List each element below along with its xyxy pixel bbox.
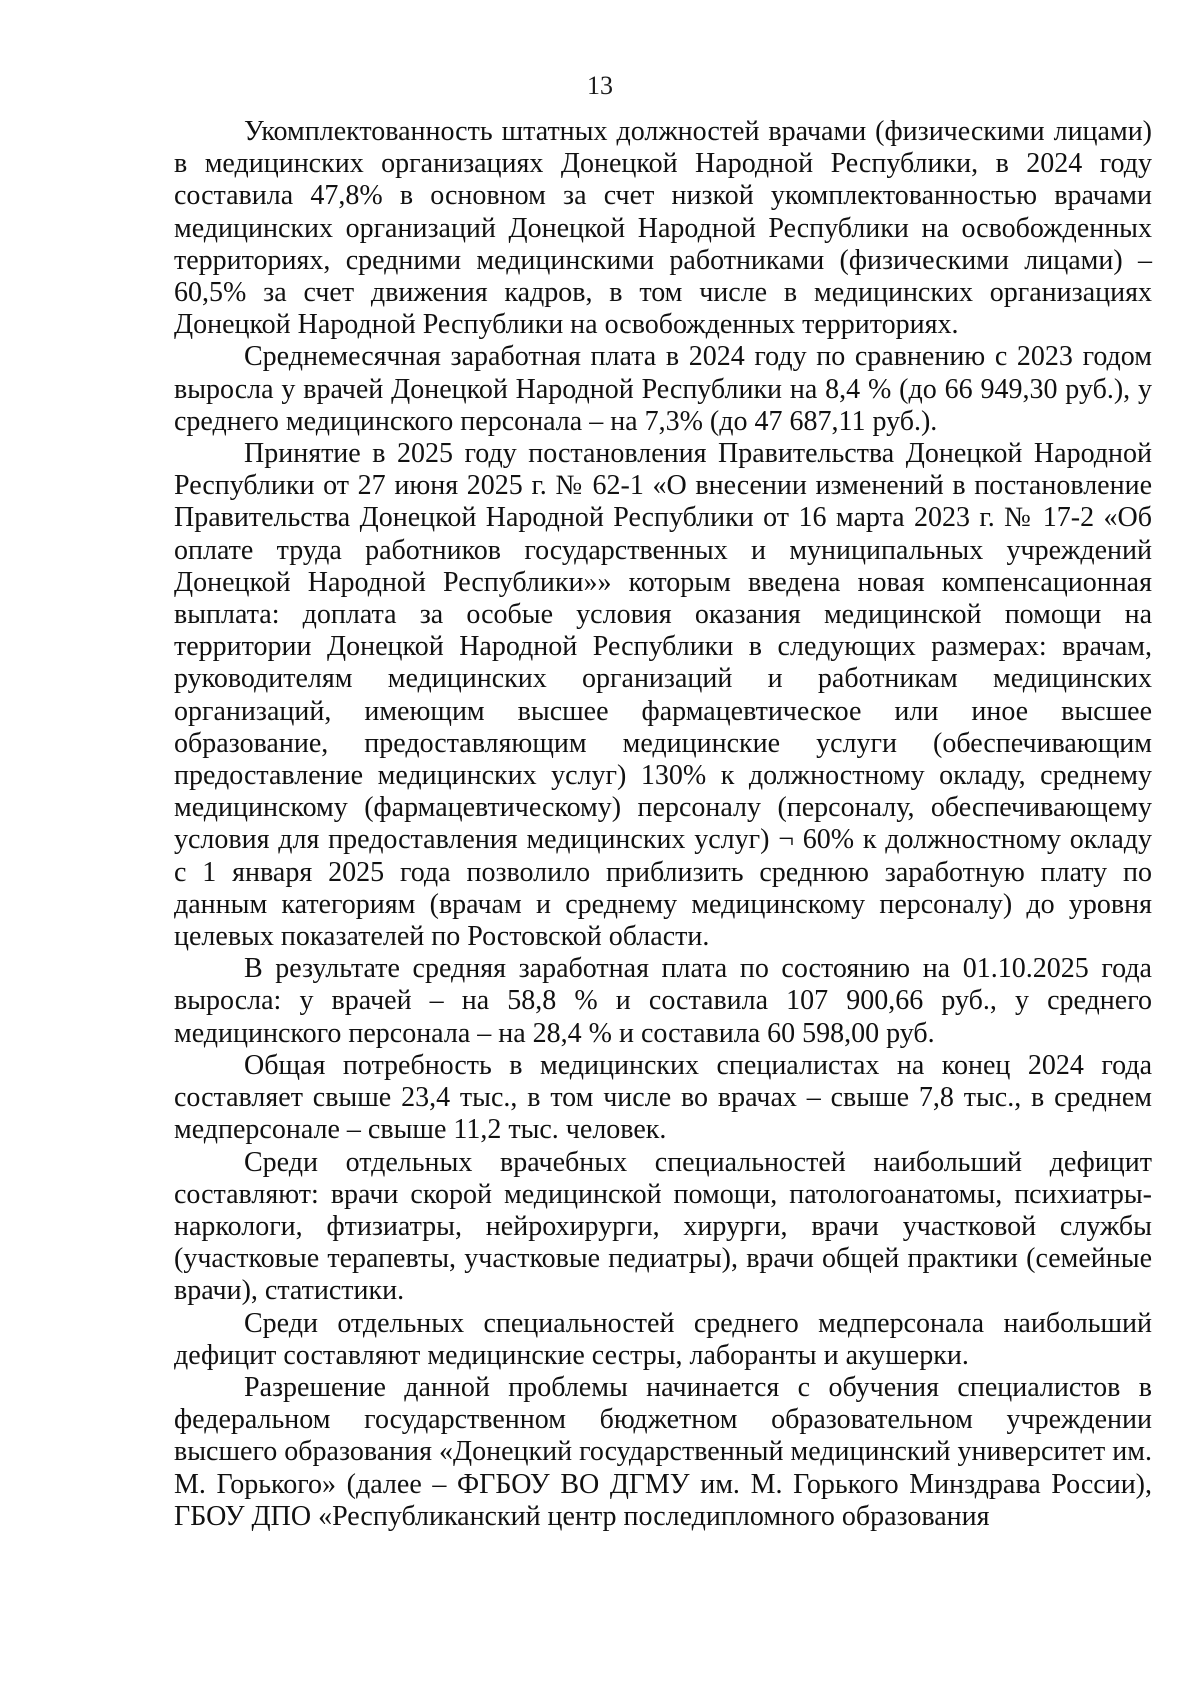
paragraph-staffing: Укомплектованность штатных должностей врачами (физическими лицами) в медицинских организациях Донецкой Народной Республики, в 2024 году составила 47,8% в основном за счет низкой укомплектованностью врачами медицинских организаций Донецкой Народной Республики на освобожденных территориях, средними медицинскими работниками (физическими лицами) – 60,5% за счет движения кадров, в том числе в медицинских организациях Донецкой Народной Республики на освобожденных территориях. <box>174 116 1152 341</box>
paragraph-nurse-shortage: Среди отдельных специальностей среднего медперсонала наибольший дефицит составляют медицинские сестры, лаборанты и акушерки. <box>174 1307 1152 1371</box>
paragraph-doctor-shortage: Среди отдельных врачебных специальностей наибольший дефицит составляют: врачи скорой медицинской помощи, патологоанатомы, психиатры-наркологи, фтизиатры, нейрохирурги, хирурги, врачи участковой службы (участковые терапевты, участковые педиатры), врачи общей практики (семейные врачи), статистики. <box>174 1146 1152 1307</box>
page-number: 13 <box>587 71 613 100</box>
paragraph-total-demand: Общая потребность в медицинских специалистах на конец 2024 года составляет свыше 23,4 тыс., в том числе во врачах – свыше 7,8 тыс., в среднем медперсонале – свыше 11,2 тыс. человек. <box>174 1049 1152 1146</box>
paragraph-resolution-2025: Принятие в 2025 году постановления Правительства Донецкой Народной Республики от 27 июня 2025 г. № 62-1 «О внесении изменений в постановление Правительства Донецкой Народной Республики от 16 марта 2023 г. № 17-2 «Об оплате труда работников государственных и муниципальных учреждений Донецкой Народной Республики»» которым введена новая компенсационная выплата: доплата за особые условия оказания медицинской помощи на территории Донецкой Народной Республики в следующих размерах: врачам, руководителям медицинских организаций и работникам медицинских организаций, имеющим высшее фармацевтическое или иное высшее образование, предоставляющим медицинские услуги (обеспечивающим предоставление медицинских услуг) 130% к должностному окладу, среднему медицинскому (фармацевтическому) персоналу (персоналу, обеспечивающему условия для предоставления медицинских услуг) ¬ 60% к должностному окладу с 1 января 2025 года позволило приблизить среднюю заработную плату по данным категориям (врачам и среднему медицинскому персоналу) до уровня целевых показателей по Ростовской области. <box>174 438 1152 953</box>
paragraph-salary-result: В результате средняя заработная плата по состоянию на 01.10.2025 года выросла: у врачей – на 58,8 % и составила 107 900,66 руб., у среднего медицинского персонала – на 28,4 % и составила 60 598,00 руб. <box>174 953 1152 1049</box>
paragraph-training-solution: Разрешение данной проблемы начинается с обучения специалистов в федеральном государственном бюджетном образовательном учреждении высшего образования «Донецкий государственный медицинский университет им. М. Горького» (далее – ФГБОУ ВО ДГМУ им. М. Горького Минздрава России), ГБОУ ДПО «Республиканский центр последипломного образования <box>174 1371 1152 1532</box>
body-text <box>174 116 1152 1533</box>
paragraph-average-salary-2024: Среднемесячная заработная плата в 2024 году по сравнению с 2023 годом выросла у врачей Донецкой Народной Республики на 8,4 % (до 66 949,30 руб.), у среднего медицинского персонала – на 7,3% (до 47 687,11 руб.). <box>174 341 1152 437</box>
